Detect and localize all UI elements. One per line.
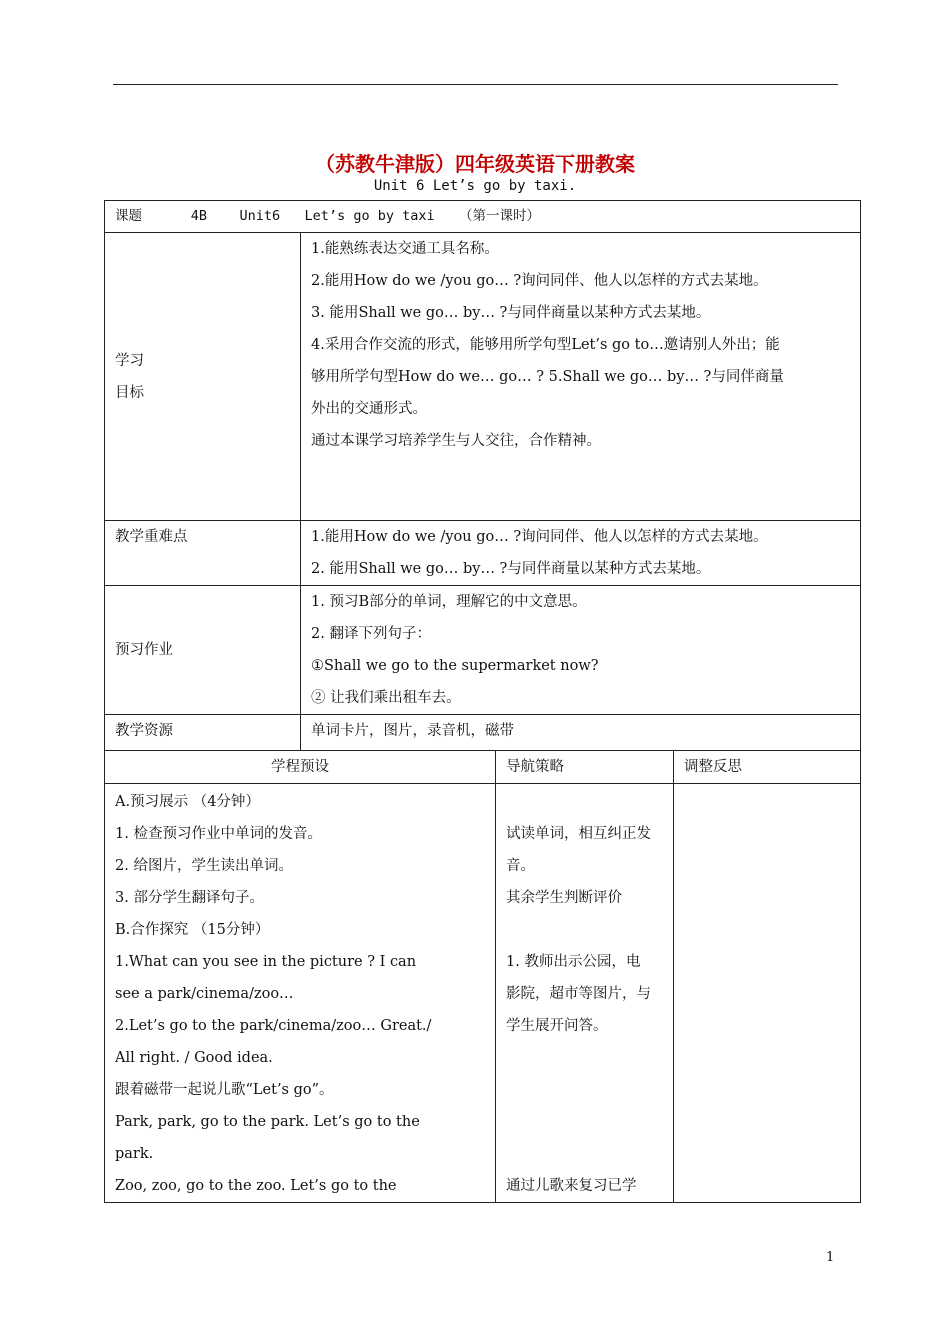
homework-item: ② 让我们乘出租车去。 — [311, 690, 461, 706]
plan-line: see a park/cinema/zoo… — [115, 986, 294, 1002]
homework-item: ①Shall we go to the supermarket now? — [311, 658, 599, 674]
objective-item: 外出的交通形式。 — [311, 401, 427, 417]
process-header-reflection: 调整反思 — [674, 751, 861, 784]
resources-label: 教学资源 — [105, 715, 301, 751]
keypoints-label: 教学重难点 — [105, 521, 301, 586]
plan-line: 2.Let’s go to the park/cinema/zoo… Great./ — [115, 1018, 432, 1034]
strategy-line — [506, 1138, 663, 1170]
document-title: （苏教牛津版）四年级英语下册教案 — [315, 152, 635, 176]
objective-item: 4.采用合作交流的形式，能够用所学句型Let’s go to…邀请别人外出；能 — [311, 337, 780, 353]
lesson-info-table — [104, 200, 861, 751]
keypoint-item: 2. 能用Shall we go… by… ?与同伴商量以某种方式去某地。 — [311, 561, 711, 577]
objectives-label: 学习 目标 — [105, 233, 301, 521]
keypoint-item: 1.能用How do we /you go… ?询问同伴、他人以怎样的方式去某地。 — [311, 529, 768, 545]
strategy-line: 学生展开问答。 — [506, 1018, 608, 1034]
strategy-line — [506, 1106, 663, 1138]
plan-line: A.预习展示 （4分钟） — [115, 794, 260, 810]
homework-item: 1. 预习B部分的单词，理解它的中文意思。 — [311, 594, 587, 610]
objective-item: 2.能用How do we /you go… ?询问同伴、他人以怎样的方式去某地。 — [311, 273, 768, 289]
strategy-line: 试读单词，相互纠正发 — [506, 826, 651, 842]
plan-line: 1. 检查预习作业中单词的发音。 — [115, 826, 322, 842]
resources-cell: 单词卡片，图片，录音机，磁带 — [301, 715, 861, 751]
strategy-line — [506, 1042, 663, 1074]
process-table — [104, 750, 861, 1203]
topic-row: 课题 4B Unit6 Let’s go by taxi （第一课时） — [105, 201, 861, 233]
objective-item: 1.能熟练表达交通工具名称。 — [311, 241, 499, 257]
keypoints-cell — [301, 521, 861, 586]
objective-item: 3. 能用Shall we go… by… ?与同伴商量以某种方式去某地。 — [311, 305, 711, 321]
homework-cell — [301, 586, 861, 715]
plan-line: 2. 给图片，学生读出单词。 — [115, 858, 293, 874]
plan-line: B.合作探究 （15分钟） — [115, 922, 270, 938]
strategy-line — [506, 914, 663, 946]
strategy-line: 通过儿歌来复习已学 — [506, 1178, 637, 1194]
homework-label: 预习作业 — [105, 586, 301, 715]
plan-line: 3. 部分学生翻译句子。 — [115, 890, 264, 906]
plan-line: Park, park, go to the park. Let’s go to the — [115, 1114, 420, 1130]
objective-item: 通过本课学习培养学生与人交往，合作精神。 — [311, 433, 601, 449]
plan-line: 跟着磁带一起说儿歌“Let’s go”。 — [115, 1082, 334, 1098]
process-header-plan: 学程预设 — [105, 751, 496, 784]
header-rule — [113, 84, 838, 85]
process-header-strategy: 导航策略 — [496, 751, 674, 784]
plan-line: park. — [115, 1146, 154, 1162]
document-subtitle: Unit 6 Let’s go by taxi. — [373, 178, 577, 194]
plan-cell — [105, 784, 496, 1203]
strategy-line: 其余学生判断评价 — [506, 890, 622, 906]
strategy-cell — [496, 784, 674, 1203]
objectives-cell — [301, 233, 861, 521]
plan-line: All right. / Good idea. — [115, 1050, 273, 1066]
reflection-cell — [674, 784, 861, 1203]
homework-item: 2. 翻译下列句子： — [311, 626, 431, 642]
plan-line: 1.What can you see in the picture ? I can — [115, 954, 417, 970]
strategy-line: 1. 教师出示公园，电 — [506, 954, 641, 970]
strategy-line — [506, 786, 663, 818]
strategy-line: 音。 — [506, 858, 535, 874]
strategy-line — [506, 1074, 663, 1106]
plan-line: Zoo, zoo, go to the zoo. Let’s go to the — [115, 1178, 397, 1194]
page-number: 1 — [826, 1250, 835, 1265]
objective-item: 够用所学句型How do we… go… ? 5.Shall we go… by… ?与同伴商量 — [311, 369, 784, 385]
strategy-line: 影院，超市等图片，与 — [506, 986, 651, 1002]
